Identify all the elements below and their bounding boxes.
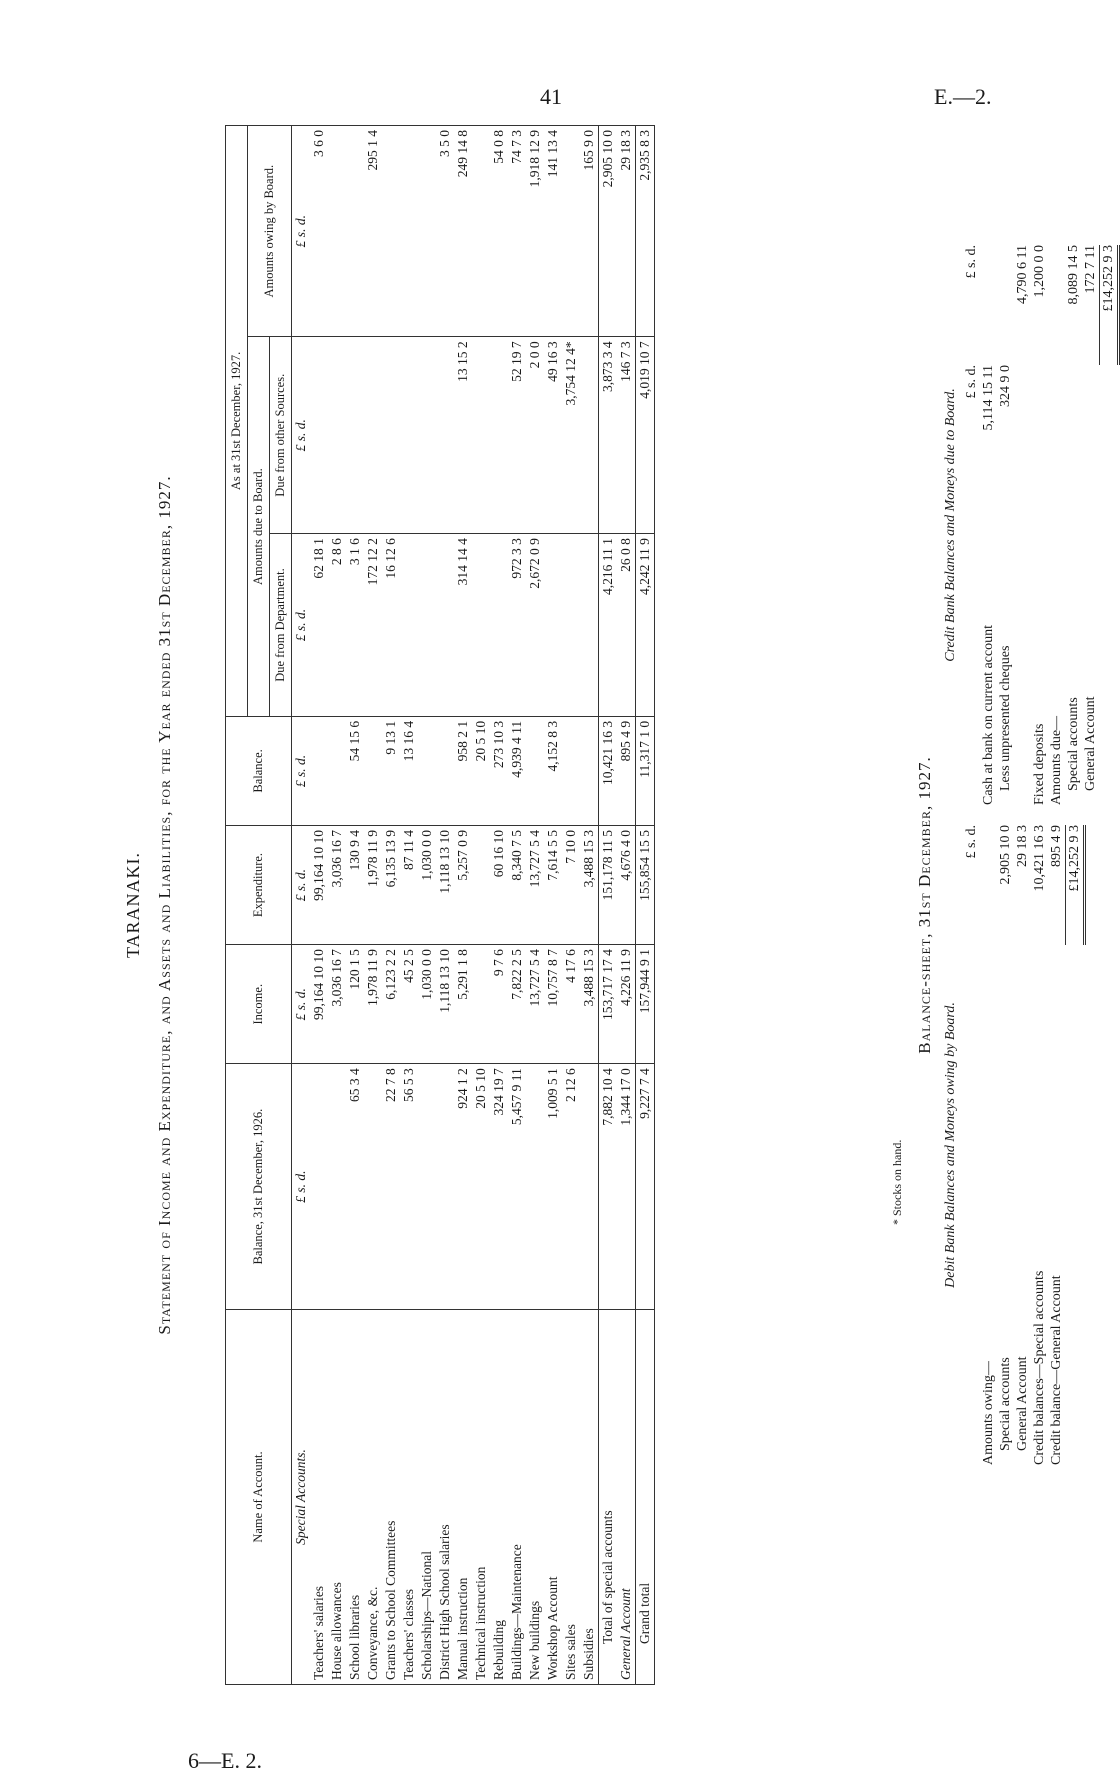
amount-cell: 7 10 0: [562, 825, 580, 944]
amount-cell: [580, 1064, 599, 1310]
amount-cell: 9 7 6: [490, 945, 508, 1064]
debit-amount: 895 4 9: [1049, 825, 1064, 867]
amount-cell: 172 12 2: [364, 534, 382, 717]
debit-heading: Debit Bank Balances and Moneys owing by Board.: [943, 1002, 958, 1288]
debit-label: Credit balance—General Account: [1049, 1275, 1064, 1465]
amount-cell: [580, 337, 599, 534]
amount-cell: 120 1 5: [346, 945, 364, 1064]
amount-cell: 4,676 4 0: [617, 825, 636, 944]
credit-amount-total: 8,089 14 5: [1066, 245, 1081, 305]
lsd-label: £ s. d.: [292, 716, 311, 825]
table-row: [526, 126, 544, 1685]
account-name: Grand total: [636, 1310, 655, 1685]
amount-cell: [436, 337, 454, 534]
amount-cell: 74 7 3: [508, 126, 526, 337]
amount-cell: 9,227 7 4: [636, 1064, 655, 1310]
balance-sheet-title: Balance-sheet, 31st December, 1927.: [915, 756, 934, 1054]
account-name: New buildings: [526, 1310, 544, 1685]
debit-line: [1014, 825, 1031, 1465]
amount-cell: [364, 337, 382, 534]
lsd-label: £ s. d.: [292, 1064, 311, 1310]
amount-cell: 2 8 6: [328, 534, 346, 717]
amount-cell: [382, 126, 400, 337]
account-name: Teachers' classes: [400, 1310, 418, 1685]
lsd-label: £ s. d.: [964, 365, 979, 399]
account-name: Rebuilding: [490, 1310, 508, 1685]
amount-cell: 49 16 3: [544, 337, 562, 534]
amount-cell: [580, 534, 599, 717]
amount-cell: 4,216 11 1: [599, 534, 618, 717]
amount-cell: [436, 1064, 454, 1310]
debit-total: £14,252 9 3: [1065, 825, 1086, 945]
account-name: District High School salaries: [436, 1310, 454, 1685]
amount-cell: 13 16 4: [400, 716, 418, 825]
amount-cell: 3,488 15 3: [580, 825, 599, 944]
credit-line: [1048, 245, 1065, 805]
table-row: [490, 126, 508, 1685]
account-name: Technical instruction: [472, 1310, 490, 1685]
amount-cell: 56 5 3: [400, 1064, 418, 1310]
table-row: [364, 126, 382, 1685]
amount-cell: 60 16 10: [490, 825, 508, 944]
amount-cell: 9 13 1: [382, 716, 400, 825]
amount-cell: 7,882 10 4: [599, 1064, 618, 1310]
credit-total: £14,252 9 3: [1099, 245, 1120, 365]
debit-amount: 2,905 10 0: [998, 825, 1013, 885]
amount-cell: 155,854 15 5: [636, 825, 655, 944]
account-name: General Account: [617, 1310, 636, 1685]
amount-cell: 16 12 6: [382, 534, 400, 717]
amount-cell: 295 1 4: [364, 126, 382, 337]
amount-cell: [310, 716, 328, 825]
amount-cell: 87 11 4: [400, 825, 418, 944]
amount-cell: [346, 126, 364, 337]
col-name: Name of Account.: [226, 1310, 292, 1685]
amount-cell: [418, 337, 436, 534]
lsd-label: £ s. d.: [292, 534, 311, 717]
amount-cell: [346, 337, 364, 534]
account-name: School libraries: [346, 1310, 364, 1685]
credit-amount-total: 4,790 6 11: [1015, 245, 1030, 304]
amount-cell: [364, 1064, 382, 1310]
table-row: [346, 126, 364, 1685]
amount-cell: 11,317 1 0: [636, 716, 655, 825]
amount-cell: 10,757 8 7: [544, 945, 562, 1064]
col-as-at: As at 31st December, 1927.: [226, 126, 248, 717]
table-row: [472, 126, 490, 1685]
amount-cell: 52 19 7: [508, 337, 526, 534]
amount-cell: [328, 1064, 346, 1310]
amount-cell: [418, 716, 436, 825]
amount-cell: 10,421 16 3: [599, 716, 618, 825]
account-name: Subsidies: [580, 1310, 599, 1685]
amount-cell: 895 4 9: [617, 716, 636, 825]
credit-line: [997, 245, 1014, 805]
accounts-body: [292, 126, 655, 1685]
amount-cell: [418, 1064, 436, 1310]
col-balance: Balance.: [226, 716, 292, 825]
account-name: Conveyance, &c.: [364, 1310, 382, 1685]
credit-amount-total: 1,200 0 0: [1032, 245, 1047, 298]
total-row: [599, 126, 618, 1685]
amount-cell: 1,978 11 9: [364, 945, 382, 1064]
amount-cell: [472, 126, 490, 337]
debit-line: [997, 825, 1014, 1465]
amount-cell: [472, 945, 490, 1064]
amount-cell: [472, 825, 490, 944]
amount-cell: 5,291 1 8: [454, 945, 472, 1064]
amount-cell: 13,727 5 4: [526, 945, 544, 1064]
debit-line: [1031, 825, 1048, 1465]
amount-cell: [526, 716, 544, 825]
amount-cell: 4 17 6: [562, 945, 580, 1064]
amount-cell: 54 15 6: [346, 716, 364, 825]
amount-cell: 6,123 2 2: [382, 945, 400, 1064]
amount-cell: [328, 337, 346, 534]
credit-amount: [1048, 365, 1065, 485]
amount-cell: 4,019 10 7: [636, 337, 655, 534]
col-amounts-due: Amounts due to Board.: [248, 337, 270, 717]
amount-cell: [328, 716, 346, 825]
table-row: [382, 126, 400, 1685]
amount-cell: 1,118 13 10: [436, 945, 454, 1064]
amount-cell: 20 5 10: [472, 1064, 490, 1310]
amount-cell: 2,672 0 9: [526, 534, 544, 717]
debit-label: General Account: [1015, 1356, 1030, 1451]
credit-line: [1014, 245, 1031, 805]
credit-label: Amounts due—: [1049, 715, 1064, 805]
amount-cell: 5,457 9 11: [508, 1064, 526, 1310]
debit-label: Credit balances—Special accounts: [1032, 1270, 1047, 1465]
amount-cell: [544, 534, 562, 717]
credit-amount: 324 9 0: [998, 365, 1013, 407]
section-label: Special Accounts.: [292, 1310, 311, 1685]
lsd-label: £ s. d.: [292, 945, 311, 1064]
amount-cell: 153,717 17 4: [599, 945, 618, 1064]
sheet-id: 6—E. 2.: [188, 1748, 262, 1773]
lsd-label: £ s. d.: [292, 825, 311, 944]
amount-cell: 958 2 1: [454, 716, 472, 825]
amount-cell: 65 3 4: [346, 1064, 364, 1310]
amount-cell: 8,340 7 5: [508, 825, 526, 944]
amount-cell: 3,036 16 7: [328, 945, 346, 1064]
credit-label: Less unpresented cheques: [998, 645, 1013, 791]
amount-cell: 924 1 2: [454, 1064, 472, 1310]
account-name: Sites sales: [562, 1310, 580, 1685]
amount-cell: 1,009 5 1: [544, 1064, 562, 1310]
amount-cell: 3 1 6: [346, 534, 364, 717]
amount-cell: 20 5 10: [472, 716, 490, 825]
amount-cell: 3,754 12 4*: [562, 337, 580, 534]
debit-label: Amounts owing—: [981, 1361, 996, 1465]
amount-cell: 314 14 4: [454, 534, 472, 717]
lsd-label: £ s. d.: [292, 337, 311, 534]
amount-cell: 13 15 2: [454, 337, 472, 534]
credit-amount: [1065, 365, 1082, 485]
amount-cell: [310, 337, 328, 534]
account-name: Workshop Account: [544, 1310, 562, 1685]
amount-cell: 26 0 8: [617, 534, 636, 717]
table-row: [562, 126, 580, 1685]
amount-cell: 1,030 0 0: [418, 825, 436, 944]
amount-cell: 99,164 10 10: [310, 945, 328, 1064]
amount-cell: [328, 126, 346, 337]
amount-cell: 3,036 16 7: [328, 825, 346, 944]
lsd-label: £ s. d.: [292, 126, 311, 337]
col-due-other: Due from other Sources.: [270, 337, 292, 534]
page-number: 41: [540, 84, 562, 109]
col-balance-prev: Balance, 31st December, 1926.: [226, 1064, 292, 1310]
amount-cell: [472, 534, 490, 717]
table-row: [454, 126, 472, 1685]
amount-cell: [436, 716, 454, 825]
amount-cell: 1,918 12 9: [526, 126, 544, 337]
amount-cell: [310, 1064, 328, 1310]
amount-cell: [418, 534, 436, 717]
amount-cell: 54 0 8: [490, 126, 508, 337]
debit-rows: [980, 825, 1065, 1465]
credit-rows: [980, 245, 1099, 805]
amount-cell: 62 18 1: [310, 534, 328, 717]
amount-cell: [526, 1064, 544, 1310]
amount-cell: 22 7 8: [382, 1064, 400, 1310]
credit-line: [980, 245, 997, 805]
credit-line: [1065, 245, 1082, 805]
amount-cell: 1,030 0 0: [418, 945, 436, 1064]
amount-cell: [400, 126, 418, 337]
account-name: Grants to School Committees: [382, 1310, 400, 1685]
amount-cell: 151,178 11 5: [599, 825, 618, 944]
debit-line: [980, 825, 997, 1465]
account-name: Scholarships—National: [418, 1310, 436, 1685]
table-row: [328, 126, 346, 1685]
debit-label: Special accounts: [998, 1357, 1013, 1451]
account-name: Buildings—Maintenance: [508, 1310, 526, 1685]
credit-amount: [1014, 365, 1031, 485]
amount-cell: 45 2 5: [400, 945, 418, 1064]
amount-cell: 2,905 10 0: [599, 126, 618, 337]
amount-cell: 7,614 5 5: [544, 825, 562, 944]
debit-line: [1048, 825, 1065, 1465]
amount-cell: 1,978 11 9: [364, 825, 382, 944]
credit-label: General Account: [1083, 696, 1098, 791]
amount-cell: 4,152 8 3: [544, 716, 562, 825]
amount-cell: 165 9 0: [580, 126, 599, 337]
amount-cell: 99,164 10 10: [310, 825, 328, 944]
account-name: Teachers' salaries: [310, 1310, 328, 1685]
amount-cell: 2 12 6: [562, 1064, 580, 1310]
amount-cell: 4,226 11 9: [617, 945, 636, 1064]
amount-cell: [400, 337, 418, 534]
credit-amount-total: [997, 245, 1014, 365]
amount-cell: 146 7 3: [617, 337, 636, 534]
amount-cell: 29 18 3: [617, 126, 636, 337]
amount-cell: [364, 716, 382, 825]
amount-cell: 4,939 4 11: [508, 716, 526, 825]
amount-cell: [400, 534, 418, 717]
footnote: * Stocks on hand.: [890, 1139, 904, 1225]
amount-cell: 3,873 3 4: [599, 337, 618, 534]
table-row: [400, 126, 418, 1685]
amount-cell: 5,257 0 9: [454, 825, 472, 944]
amount-cell: 7,822 2 5: [508, 945, 526, 1064]
col-expenditure: Expenditure.: [226, 825, 292, 944]
debit-amount: 29 18 3: [1015, 825, 1030, 867]
amount-cell: 1,344 17 0: [617, 1064, 636, 1310]
credit-label: [1014, 485, 1031, 805]
col-income: Income.: [226, 945, 292, 1064]
table-row: [580, 126, 599, 1685]
table-row: [436, 126, 454, 1685]
amount-cell: 1,118 13 10: [436, 825, 454, 944]
credit-label: Fixed deposits: [1032, 723, 1047, 805]
amount-cell: [562, 534, 580, 717]
amount-cell: [490, 534, 508, 717]
debit-amount: [980, 825, 997, 945]
total-row: [636, 126, 655, 1685]
account-name: House allowances: [328, 1310, 346, 1685]
account-name: Manual instruction: [454, 1310, 472, 1685]
region-title: TARANAKI.: [123, 851, 143, 959]
amount-cell: 972 3 3: [508, 534, 526, 717]
amount-cell: [436, 534, 454, 717]
credit-amount-total: 172 7 11: [1083, 245, 1098, 294]
amount-cell: 324 19 7: [490, 1064, 508, 1310]
account-name: Total of special accounts: [599, 1310, 618, 1685]
table-row: [544, 126, 562, 1685]
total-row: [617, 126, 636, 1685]
amount-cell: 249 14 8: [454, 126, 472, 337]
lsd-label: £ s. d.: [964, 245, 979, 279]
credit-label: Special accounts: [1066, 697, 1081, 791]
credit-heading: Credit Bank Balances and Moneys due to Board.: [943, 388, 958, 662]
col-owing: Amounts owing by Board.: [248, 126, 292, 337]
table-row: [418, 126, 436, 1685]
amount-cell: 3 6 0: [310, 126, 328, 337]
amount-cell: 2 0 0: [526, 337, 544, 534]
credit-line: [1082, 245, 1099, 805]
debit-amount: 10,421 16 3: [1032, 825, 1047, 892]
amount-cell: 3,488 15 3: [580, 945, 599, 1064]
amount-cell: [490, 337, 508, 534]
amount-cell: [472, 337, 490, 534]
document-ref: E.—2.: [934, 84, 992, 109]
table-row: [508, 126, 526, 1685]
accounts-table: [225, 125, 655, 1685]
credit-amount: [1082, 365, 1099, 485]
rotated-page-content: [115, 105, 1116, 1705]
amount-cell: [562, 126, 580, 337]
amount-cell: 2,935 8 3: [636, 126, 655, 337]
amount-cell: [418, 126, 436, 337]
amount-cell: 157,944 9 1: [636, 945, 655, 1064]
credit-amount-total: [980, 245, 997, 365]
amount-cell: [562, 716, 580, 825]
lsd-label: £ s. d.: [964, 825, 979, 859]
amount-cell: 6,135 13 9: [382, 825, 400, 944]
credit-amount: 5,114 15 11: [981, 365, 996, 431]
amount-cell: 130 9 4: [346, 825, 364, 944]
amount-cell: 3 5 0: [436, 126, 454, 337]
amount-cell: 13,727 5 4: [526, 825, 544, 944]
credit-side: [943, 245, 1120, 805]
col-due-dept: Due from Department.: [270, 534, 292, 717]
credit-amount-total: [1048, 245, 1065, 365]
amount-cell: 4,242 11 9: [636, 534, 655, 717]
amount-cell: [580, 716, 599, 825]
statement-title: Statement of Income and Expenditure, and Assets and Liabilities, for the Year ended 31st December, 1927.: [155, 475, 174, 1335]
table-row: [310, 126, 328, 1685]
amount-cell: [382, 337, 400, 534]
amount-cell: 141 13 4: [544, 126, 562, 337]
credit-label: Cash at bank on current account: [981, 625, 996, 805]
debit-side: [943, 825, 1086, 1465]
credit-line: [1031, 245, 1048, 805]
credit-amount: [1031, 365, 1048, 485]
amount-cell: 273 10 3: [490, 716, 508, 825]
